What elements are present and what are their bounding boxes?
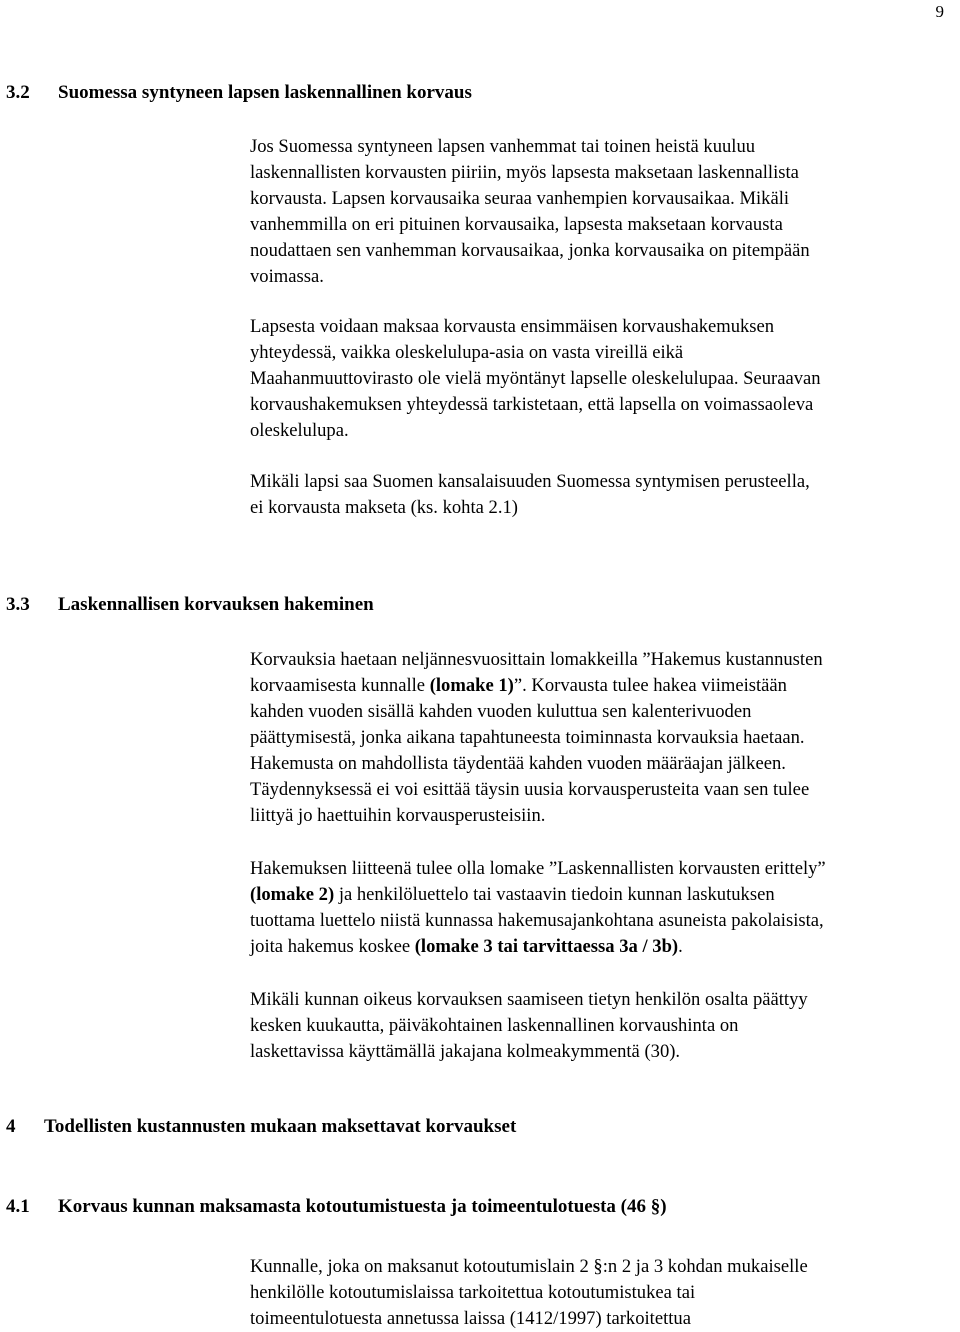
- text-line: Kunnalle, joka on maksanut kotoutumislain 2 §:n 2 ja 3 kohdan mukaiselle: [250, 1256, 808, 1277]
- paragraph-3-3-2: [250, 856, 955, 960]
- text-line: Hakemuksen liitteenä tulee olla lomake ”Laskennallisten korvausten erittely”: [250, 858, 826, 879]
- text-line: Korvauksia haetaan neljännesvuosittain lomakkeilla ”Hakemus kustannusten: [250, 649, 823, 670]
- text-line: Hakemusta on mahdollista täydentää kahden vuoden määräajan jälkeen.: [250, 753, 786, 774]
- section-number: 4.1: [6, 1196, 30, 1217]
- section-number: 3.2: [6, 82, 30, 103]
- form-reference: (lomake 2): [250, 884, 335, 905]
- paragraph-4-1-1: [250, 1254, 955, 1332]
- section-heading-4: [6, 1116, 517, 1138]
- section-title: Suomessa syntyneen lapsen laskennallinen korvaus: [58, 82, 472, 103]
- text-line: Jos Suomessa syntyneen lapsen vanhemmat tai toinen heistä kuuluu: [250, 136, 756, 157]
- form-reference: (lomake 3 tai tarvittaessa 3a / 3b): [414, 936, 679, 957]
- paragraph-3-2-3: [250, 469, 955, 521]
- section-heading-3-2: [6, 82, 472, 104]
- text-line: [250, 673, 955, 699]
- text-run: korvaamisesta kunnalle: [250, 675, 430, 696]
- text-line: tuottama luettelo niistä kunnassa hakemusajankohtana asuneista pakolaisista,: [250, 910, 824, 931]
- text-line: Maahanmuuttovirasto ole vielä myöntänyt lapselle oleskelulupaa. Seuraavan: [250, 368, 821, 389]
- section-title: Korvaus kunnan maksamasta kotoutumistuesta ja toimeentulotuesta (46 §): [58, 1196, 667, 1217]
- paragraph-3-3-3: [250, 987, 955, 1065]
- text-line: ei korvausta makseta (ks. kohta 2.1): [250, 497, 518, 518]
- form-reference: (lomake 1): [429, 675, 514, 696]
- text-line: oleskelulupa.: [250, 420, 349, 441]
- text-line: Mikäli lapsi saa Suomen kansalaisuuden Suomessa syntymisen perusteella,: [250, 471, 810, 492]
- text-line: Täydennyksessä ei voi esittää täysin uusia korvausperusteita vaan sen tulee: [250, 779, 810, 800]
- text-line: kesken kuukautta, päiväkohtainen laskennallinen korvaushinta on: [250, 1015, 739, 1036]
- text-run: joita hakemus koskee: [250, 936, 415, 957]
- text-line: [250, 882, 955, 908]
- text-line: korvausta. Lapsen korvausaika seuraa vanhempien korvausaikaa. Mikäli: [250, 188, 790, 209]
- text-line: yhteydessä, vaikka oleskelulupa-asia on vasta vireillä eikä: [250, 342, 684, 363]
- section-heading-4-1: [6, 1196, 667, 1218]
- text-line: laskennallisten korvausten piiriin, myös lapsesta maksetaan laskennallista: [250, 162, 799, 183]
- section-title: Laskennallisen korvauksen hakeminen: [58, 594, 374, 615]
- paragraph-3-2-2: [250, 314, 955, 444]
- text-line: liittyä jo haettuihin korvausperusteisiin.: [250, 805, 546, 826]
- text-run: ja henkilöluettelo tai vastaavin tiedoin kunnan laskutuksen: [334, 884, 775, 905]
- text-line: toimeentulotuesta annetussa laissa (1412/1997) tarkoitettua: [250, 1308, 691, 1329]
- text-line: henkilölle kotoutumislaissa tarkoitettua kotoutumistukea tai: [250, 1282, 696, 1303]
- section-heading-3-3: [6, 594, 374, 616]
- text-line: laskettavissa käyttämällä jakajana kolmeakymmentä (30).: [250, 1041, 681, 1062]
- paragraph-3-3-1: [250, 647, 955, 829]
- text-line: päättymisestä, jonka aikana tapahtuneesta toiminnasta korvauksia haetaan.: [250, 727, 805, 748]
- section-number: 4: [6, 1116, 16, 1137]
- text-line: vanhemmilla on eri pituinen korvausaika, lapsesta maksetaan korvausta: [250, 214, 783, 235]
- text-line: korvaushakemuksen yhteydessä tarkistetaan, että lapsella on voimassaoleva: [250, 394, 814, 415]
- text-line: Mikäli kunnan oikeus korvauksen saamiseen tietyn henkilön osalta päättyy: [250, 989, 808, 1010]
- text-line: noudattaen sen vanhemman korvausaikaa, jonka korvausaika on pitempään: [250, 240, 810, 261]
- text-line: Lapsesta voidaan maksaa korvausta ensimmäisen korvaushakemuksen: [250, 316, 775, 337]
- text-run: ”. Korvausta tulee hakea viimeistään: [513, 675, 787, 696]
- paragraph-3-2-1: [250, 134, 955, 290]
- text-line: voimassa.: [250, 266, 324, 287]
- section-number: 3.3: [6, 594, 30, 615]
- section-title: Todellisten kustannusten mukaan maksettavat korvaukset: [44, 1116, 517, 1137]
- text-line: [250, 934, 955, 960]
- text-run: .: [678, 936, 683, 957]
- text-line: kahden vuoden sisällä kahden vuoden kuluttua sen kalenterivuoden: [250, 701, 752, 722]
- page-number: 9: [935, 2, 944, 21]
